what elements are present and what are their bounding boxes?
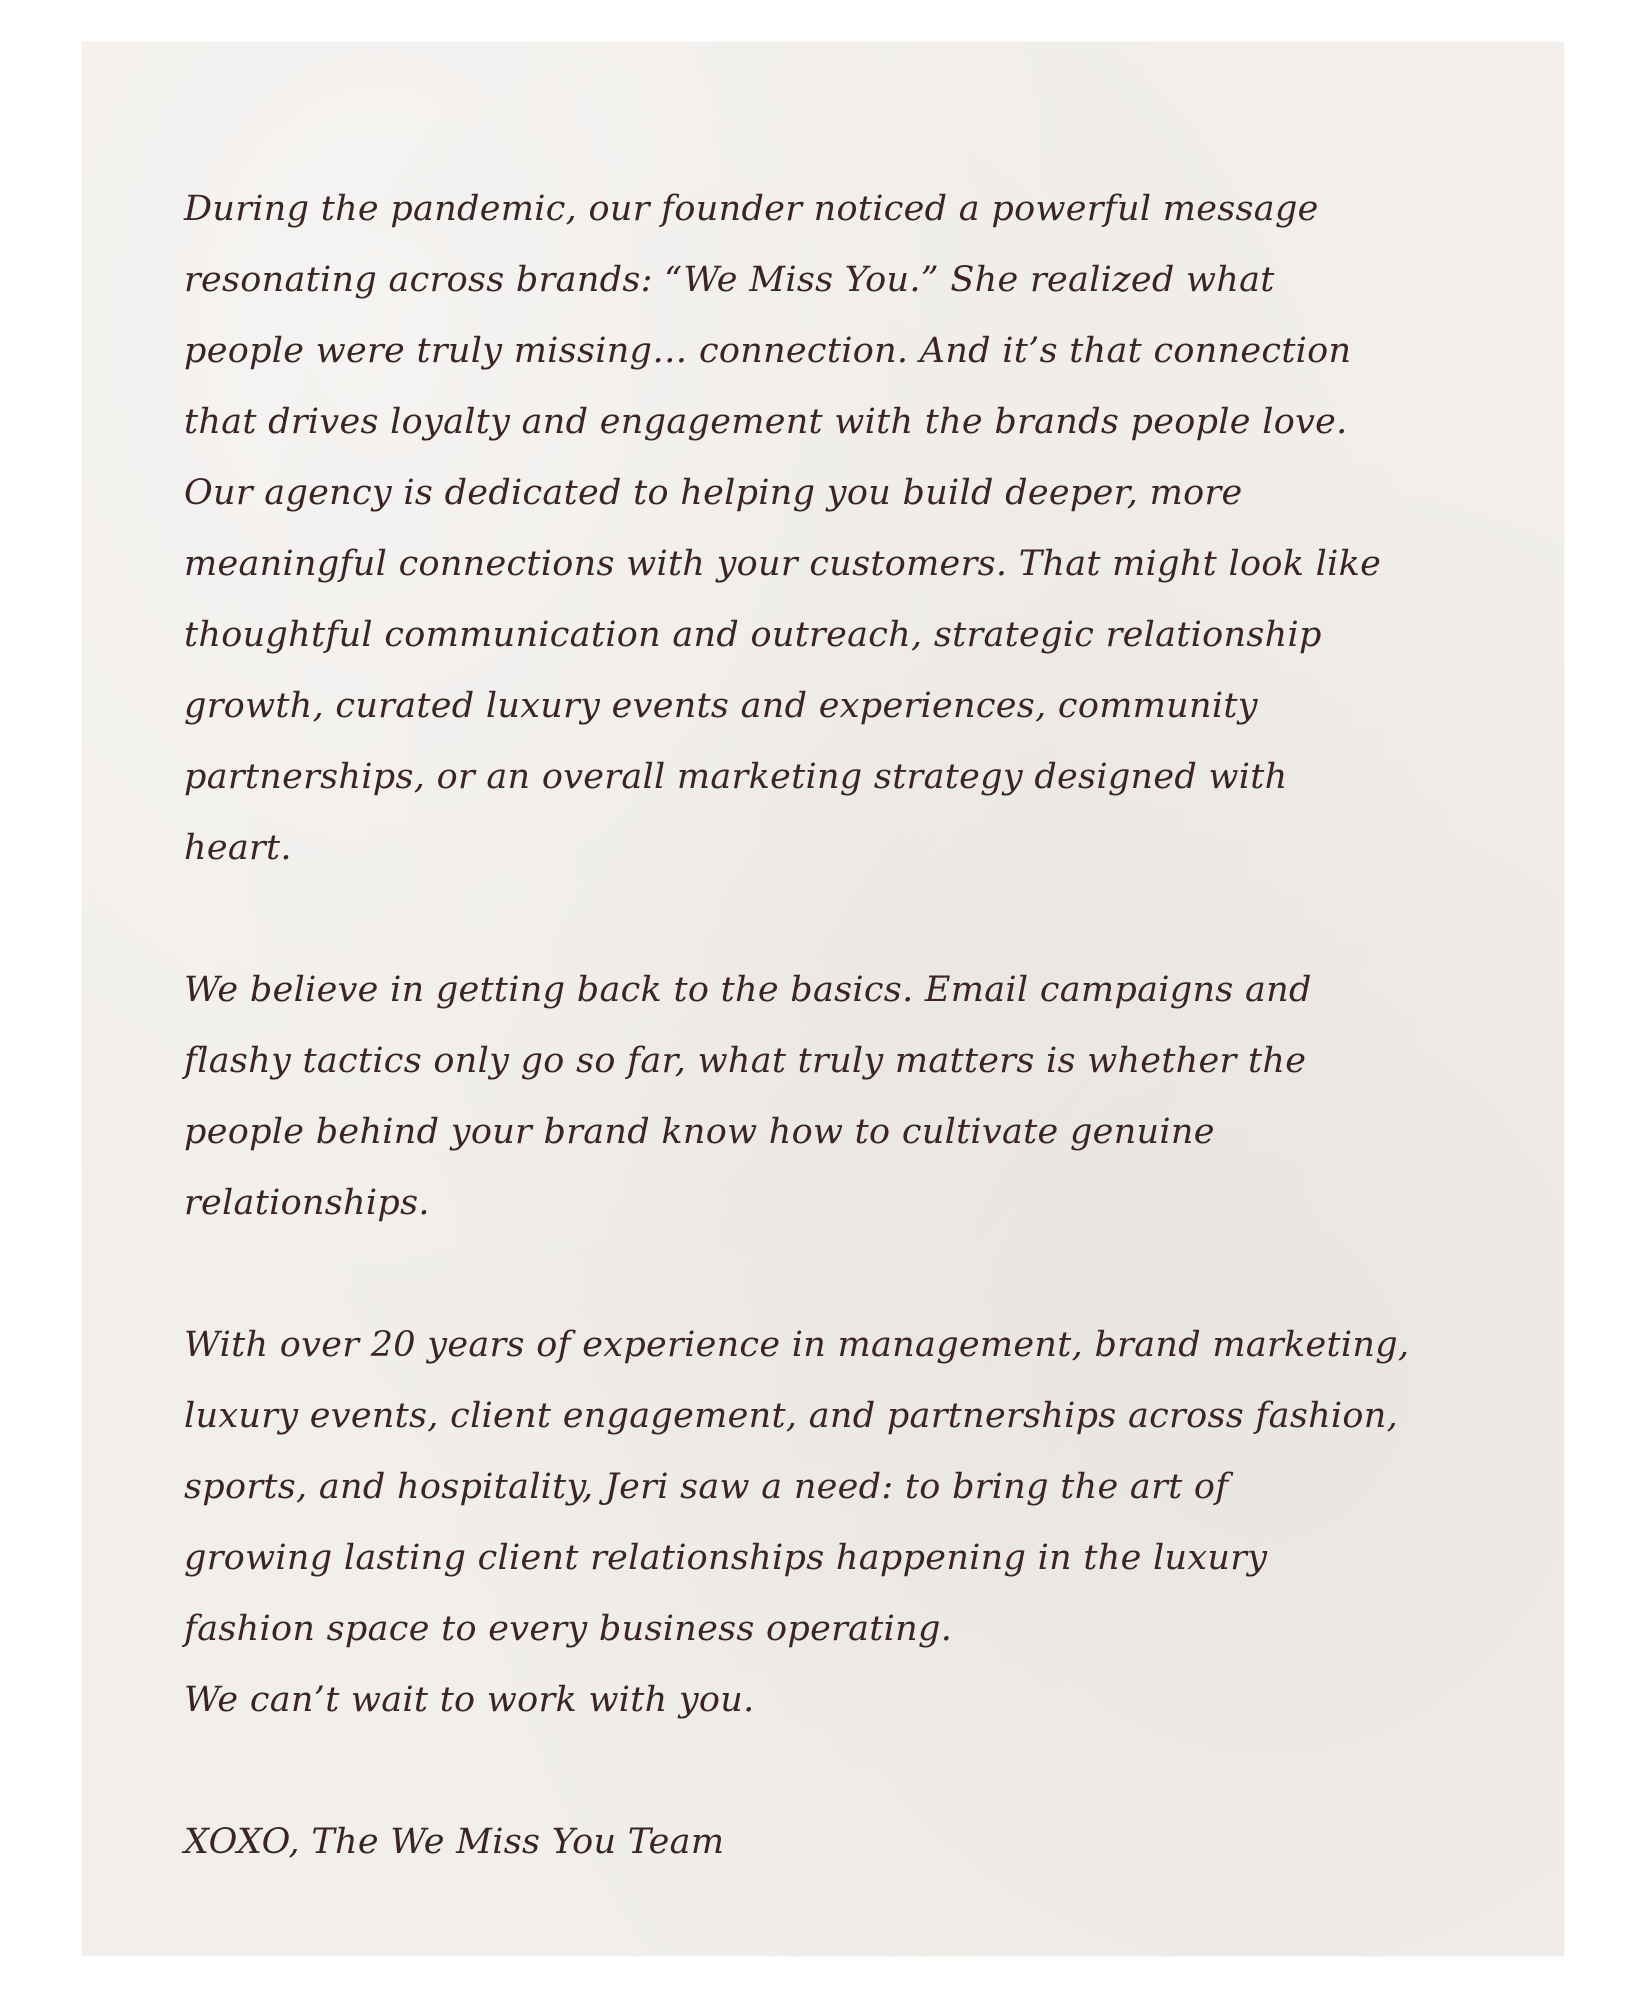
text-line: thoughtful communication and outreach, strategic relationship <box>184 615 1322 655</box>
text-line: meaningful connections with your customers. That might look like <box>184 544 1382 584</box>
text-line: During the pandemic, our founder noticed a powerful message <box>184 189 1319 229</box>
text-line: flashy tactics only go so far, what truly matters is whether the <box>184 1041 1307 1081</box>
paragraph-gap <box>184 1239 1474 1310</box>
text-line: resonating across brands: “We Miss You.” She realized what <box>184 260 1275 300</box>
signature-text: XOXO, The We Miss You Team <box>184 1822 725 1862</box>
paragraph-intro <box>184 174 1474 884</box>
text-line: relationships. <box>184 1183 430 1223</box>
text-line: luxury events, client engagement, and partnerships across fashion, <box>184 1396 1399 1436</box>
paragraph-gap <box>184 884 1474 955</box>
text-line: growing lasting client relationships happening in the luxury <box>184 1538 1268 1578</box>
text-line: fashion space to every business operating. <box>184 1609 953 1649</box>
text-line: partnerships, or an overall marketing strategy designed with <box>184 757 1288 797</box>
text-line: that drives loyalty and engagement with the brands people love. <box>184 402 1348 442</box>
letter-paper <box>82 42 1564 1956</box>
paragraph-basics <box>184 955 1474 1239</box>
closing-line: We can’t wait to work with you. <box>184 1680 755 1720</box>
letter-body <box>184 174 1474 1878</box>
paragraph-gap <box>184 1736 1474 1807</box>
signature <box>184 1807 1474 1878</box>
text-line: people behind your brand know how to cultivate genuine <box>184 1112 1215 1152</box>
text-line: growth, curated luxury events and experiences, community <box>184 686 1258 726</box>
paragraph-experience <box>184 1310 1474 1736</box>
text-line: people were truly missing… connection. And it’s that connection <box>184 331 1352 371</box>
text-line: heart. <box>184 828 292 868</box>
text-line: With over 20 years of experience in management, brand marketing, <box>184 1325 1410 1365</box>
text-line: Our agency is dedicated to helping you build deeper, more <box>184 473 1243 513</box>
text-line: sports, and hospitality, Jeri saw a need: to bring the art of <box>184 1467 1229 1507</box>
text-line: We believe in getting back to the basics. Email campaigns and <box>184 970 1312 1010</box>
